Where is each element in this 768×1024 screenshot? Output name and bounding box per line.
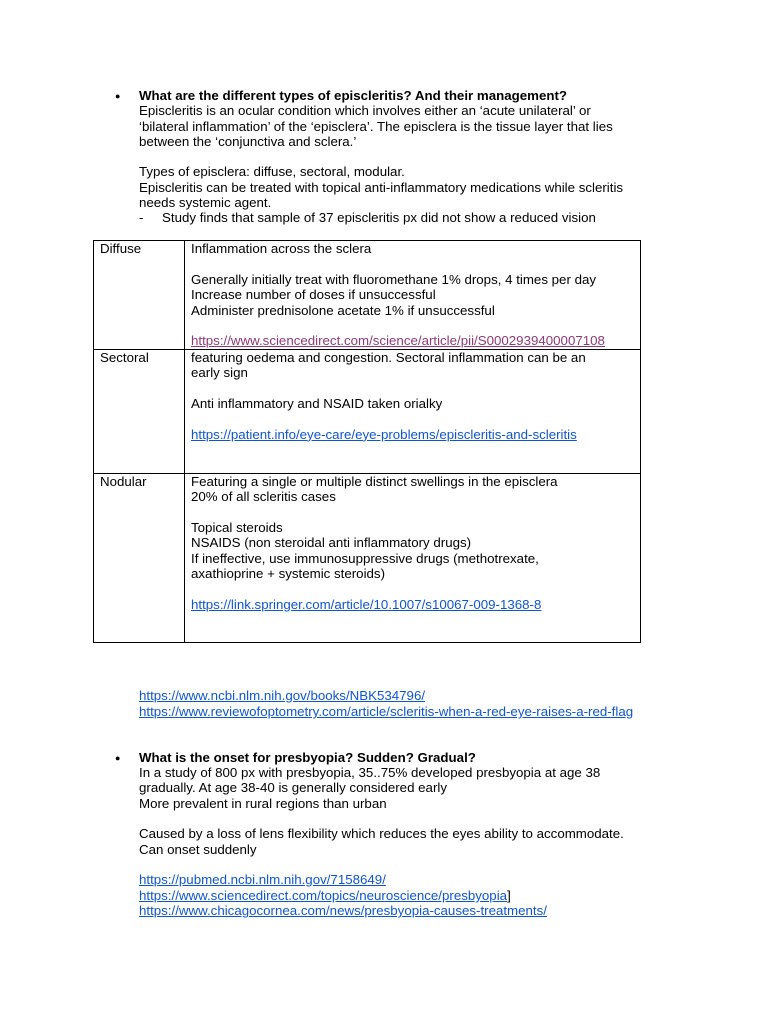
cell-line: Generally initially treat with fluoromethane 1% drops, 4 times per day	[191, 271, 597, 287]
cell-line	[191, 582, 634, 597]
section1-study-line: Study finds that sample of 37 episcleritis px did not show a reduced vision	[162, 210, 596, 225]
section1-treat-line: needs systemic agent.	[139, 195, 272, 210]
cell-line: Increase number of doses if unsuccessful	[191, 287, 436, 303]
table-cell-label: Diffuse	[94, 241, 185, 350]
reference-link[interactable]: https://www.chicagocornea.com/news/presbyopia-causes-treatments/	[139, 903, 547, 918]
section1-intro-line: Episcleritis is an ocular condition which involves either an ‘acute unilateral’ or	[139, 103, 591, 118]
reference-link[interactable]: https://link.springer.com/article/10.1007/s10067-009-1368-8	[191, 597, 542, 613]
cell-line: NSAIDS (non steroidal anti inflammatory drugs)	[191, 535, 472, 551]
table-cell-content	[185, 241, 641, 350]
cell-line	[191, 381, 634, 396]
section2-cause-line: Can onset suddenly	[139, 842, 257, 857]
section2-line: In a study of 800 px with presbyopia, 35..75% developed presbyopia at age 38	[139, 765, 601, 780]
cell-line: If ineffective, use immunosuppressive drugs (methotrexate,	[191, 550, 539, 566]
bullet-marker: ●	[115, 91, 121, 101]
cell-line: featuring oedema and congestion. Sectoral inflammation can be an	[191, 349, 586, 365]
section2-line: More prevalent in rural regions than urban	[139, 796, 387, 811]
section1-types-line: Types of episclera: diffuse, sectoral, modular.	[139, 164, 405, 179]
section2-heading: What is the onset for presbyopia? Sudden? Gradual?	[139, 750, 476, 765]
table-cell-label: Sectoral	[94, 349, 185, 473]
table-row	[94, 241, 641, 350]
cell-line	[191, 318, 634, 333]
cell-line: Administer prednisolone acetate 1% if unsuccessful	[191, 302, 495, 318]
reference-link[interactable]: https://www.sciencedirect.com/topics/neuroscience/presbyopia	[139, 888, 508, 903]
cell-line: axathioprine + systemic steroids)	[191, 566, 385, 582]
cell-line: Inflammation across the sclera	[191, 241, 372, 256]
cell-line	[191, 411, 634, 426]
cell-line: Featuring a single or multiple distinct swellings in the episclera	[191, 473, 558, 489]
table-cell-content	[185, 473, 641, 642]
dash-marker: -	[139, 210, 144, 225]
section1-intro-line: ‘bilateral inflammation’ of the ‘episclera’. The episclera is the tissue layer that lies	[139, 119, 613, 134]
table-row	[94, 473, 641, 642]
cell-line: Anti inflammatory and NSAID taken orialky	[191, 396, 443, 412]
bullet-marker: ●	[115, 753, 121, 763]
section2-cause-line: Caused by a loss of lens flexibility which reduces the eyes ability to accommodate.	[139, 826, 624, 841]
section2-line: gradually. At age 38-40 is generally considered early	[139, 780, 447, 795]
section1-treat-line: Episcleritis can be treated with topical anti-inflammatory medications while scleritis	[139, 180, 624, 195]
cell-line	[191, 256, 634, 271]
episcleritis-types-table	[93, 240, 641, 643]
section1-intro-line: between the ‘conjunctiva and sclera.’	[139, 134, 357, 149]
reference-link[interactable]: https://www.ncbi.nlm.nih.gov/books/NBK534796/	[139, 688, 426, 703]
table-cell-label: Nodular	[94, 473, 185, 642]
section1-heading: What are the different types of episcleritis? And their management?	[139, 88, 568, 103]
reference-link[interactable]: https://www.reviewofoptometry.com/article/scleritis-when-a-red-eye-raises-a-red-flag	[139, 704, 634, 719]
reference-link[interactable]: https://patient.info/eye-care/eye-problems/episcleritis-and-scleritis	[191, 426, 577, 442]
bracket-char: ]	[507, 888, 511, 903]
table-cell-content	[185, 349, 641, 473]
cell-line	[191, 505, 634, 520]
table-row	[94, 349, 641, 473]
reference-link[interactable]: https://www.sciencedirect.com/science/article/pii/S0002939400007108	[191, 333, 605, 349]
cell-line: Topical steroids	[191, 520, 283, 536]
cell-line: 20% of all scleritis cases	[191, 489, 336, 505]
reference-link[interactable]: https://pubmed.ncbi.nlm.nih.gov/7158649/	[139, 872, 386, 887]
cell-line: early sign	[191, 365, 248, 381]
